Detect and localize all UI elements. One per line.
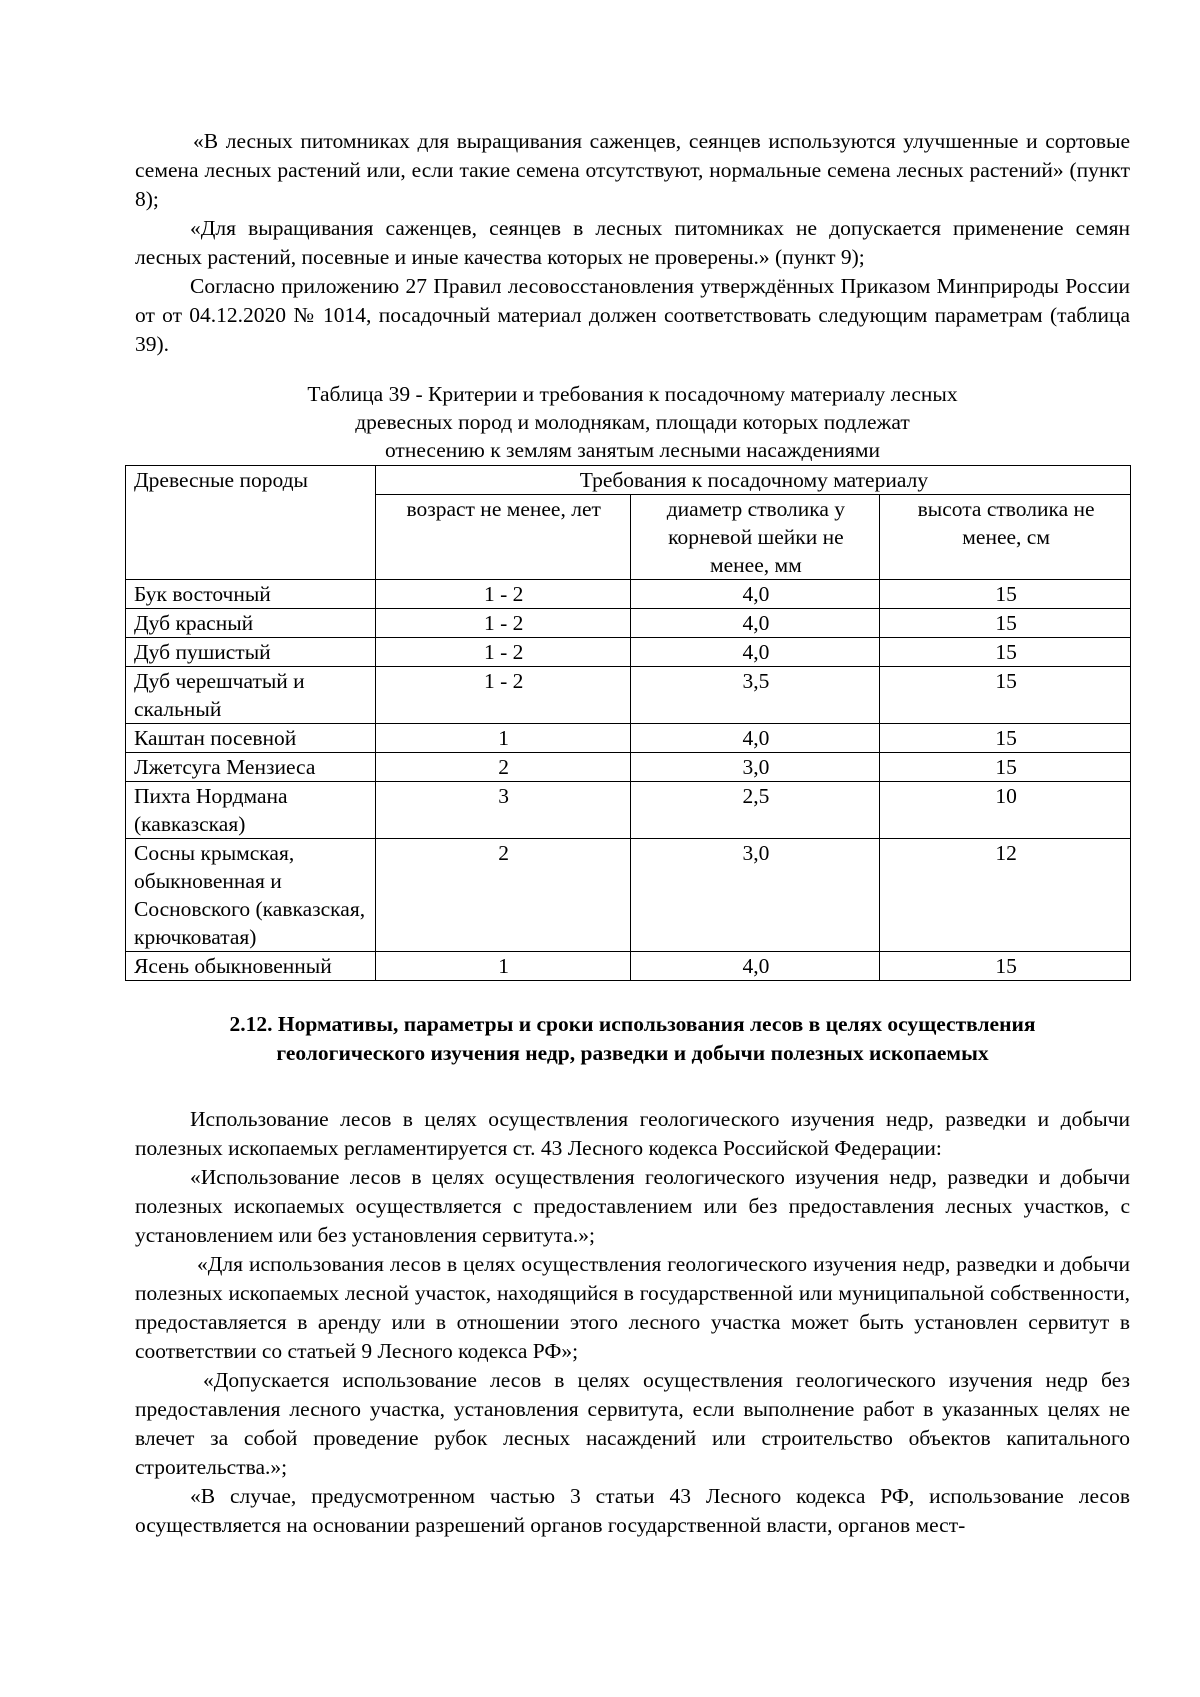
section-heading (135, 1010, 1130, 1068)
cell-height: 15 (880, 724, 1131, 753)
cell-diameter: 3,5 (630, 667, 880, 724)
cell-age: 1 - 2 (375, 580, 630, 609)
cell-height: 15 (880, 609, 1131, 638)
section-paragraph-4: «Допускается использование лесов в целях осуществления геологического изучения недр без предоставления лесного участка, установления сервитута, если выполнение работ в указанных целях не влечет за собой проведение рубок лесных насаждений или строительство объектов капитального строительства.»; (135, 1368, 1130, 1479)
cell-height: 15 (880, 753, 1131, 782)
cell-species: Лжетсуга Мензиеса (126, 753, 376, 782)
table-row (126, 609, 1131, 638)
table-header-row (126, 466, 1131, 495)
table-row (126, 667, 1131, 724)
cell-age: 1 - 2 (375, 667, 630, 724)
cell-age: 1 (375, 952, 630, 981)
header-diameter: диаметр стволика у корневой шейки не менее, мм (630, 495, 880, 580)
section-paragraph-3: «Для использования лесов в целях осуществления геологического изучения недр, разведки и добычи полезных ископаемых лесной участок, находящийся в государственной или муниципальной собственности, предоставляется в аренду или в отношении этого лесного участка может быть установлен сервитут в соответствии со статьей 9 Лесного кодекса РФ»; (135, 1252, 1130, 1363)
cell-height: 15 (880, 667, 1131, 724)
table-caption-line-1: Таблица 39 - Критерии и требования к посадочному материалу лесных (307, 382, 958, 406)
header-height: высота стволика не менее, см (880, 495, 1131, 580)
cell-diameter: 2,5 (630, 782, 880, 839)
cell-diameter: 4,0 (630, 609, 880, 638)
header-requirements: Требования к посадочному материалу (375, 466, 1130, 495)
cell-age: 1 - 2 (375, 609, 630, 638)
intro-text (135, 127, 1130, 359)
section-heading-line-1: 2.12. Нормативы, параметры и сроки использования лесов в целях осуществления (229, 1012, 1036, 1036)
cell-height: 10 (880, 782, 1131, 839)
cell-age: 1 (375, 724, 630, 753)
cell-height: 15 (880, 580, 1131, 609)
cell-height: 15 (880, 952, 1131, 981)
cell-diameter: 3,0 (630, 839, 880, 952)
planting-material-table (125, 465, 1131, 981)
cell-age: 3 (375, 782, 630, 839)
cell-diameter: 4,0 (630, 952, 880, 981)
cell-height: 12 (880, 839, 1131, 952)
table-row (126, 753, 1131, 782)
header-age: возраст не менее, лет (375, 495, 630, 580)
cell-species: Дуб пушистый (126, 638, 376, 667)
table-caption-line-2: древесных пород и молоднякам, площади которых подлежат (355, 410, 910, 434)
table-row (126, 580, 1131, 609)
table-row (126, 724, 1131, 753)
intro-paragraph-3: Согласно приложению 27 Правил лесовосстановления утверждённых Приказом Минприроды России от от 04.12.2020 № 1014, посадочный материал должен соответствовать следующим параметрам (таблица 39). (135, 274, 1130, 356)
cell-diameter: 4,0 (630, 580, 880, 609)
table-row (126, 638, 1131, 667)
table-caption-line-3: отнесению к землям занятым лесными насаждениями (384, 438, 881, 462)
cell-age: 1 - 2 (375, 638, 630, 667)
cell-diameter: 4,0 (630, 638, 880, 667)
table-row (126, 952, 1131, 981)
cell-age: 2 (375, 753, 630, 782)
cell-species: Дуб черешчатый и скальный (126, 667, 376, 724)
table-caption (135, 380, 1130, 464)
cell-species: Бук восточный (126, 580, 376, 609)
cell-species: Ясень обыкновенный (126, 952, 376, 981)
section-paragraph-1: Использование лесов в целях осуществления геологического изучения недр, разведки и добычи полезных ископаемых регламентируется ст. 43 Лесного кодекса Российской Федерации: (135, 1107, 1130, 1160)
table-body (126, 580, 1131, 981)
cell-species: Пихта Нордмана (кавказская) (126, 782, 376, 839)
cell-age: 2 (375, 839, 630, 952)
cell-height: 15 (880, 638, 1131, 667)
section-heading-line-2: геологического изучения недр, разведки и добычи полезных ископаемых (276, 1041, 989, 1065)
table-row (126, 839, 1131, 952)
section-paragraph-5: «В случае, предусмотренном частью 3 статьи 43 Лесного кодекса РФ, использование лесов осуществляется на основании разрешений органов государственной власти, органов мест- (135, 1484, 1130, 1537)
header-species: Древесные породы (126, 466, 376, 580)
cell-diameter: 4,0 (630, 724, 880, 753)
cell-diameter: 3,0 (630, 753, 880, 782)
cell-species: Каштан посевной (126, 724, 376, 753)
intro-paragraph-1: «В лесных питомниках для выращивания саженцев, сеянцев используются улучшенные и сортовые семена лесных растений или, если такие семена отсутствуют, нормальные семена лесных растений» (пункт 8); (135, 129, 1130, 211)
intro-paragraph-2: «Для выращивания саженцев, сеянцев в лесных питомниках не допускается применение семян лесных растений, посевные и иные качества которых не проверены.» (пункт 9); (135, 216, 1130, 269)
table-row (126, 782, 1131, 839)
cell-species: Сосны крымская, обыкновенная и Сосновского (кавказская, крючковатая) (126, 839, 376, 952)
section-text (135, 1105, 1130, 1540)
cell-species: Дуб красный (126, 609, 376, 638)
section-paragraph-2: «Использование лесов в целях осуществления геологического изучения недр, разведки и добычи полезных ископаемых осуществляется с предоставлением или без предоставления лесных участков, с установлением или без установления сервитута.»; (135, 1165, 1130, 1247)
